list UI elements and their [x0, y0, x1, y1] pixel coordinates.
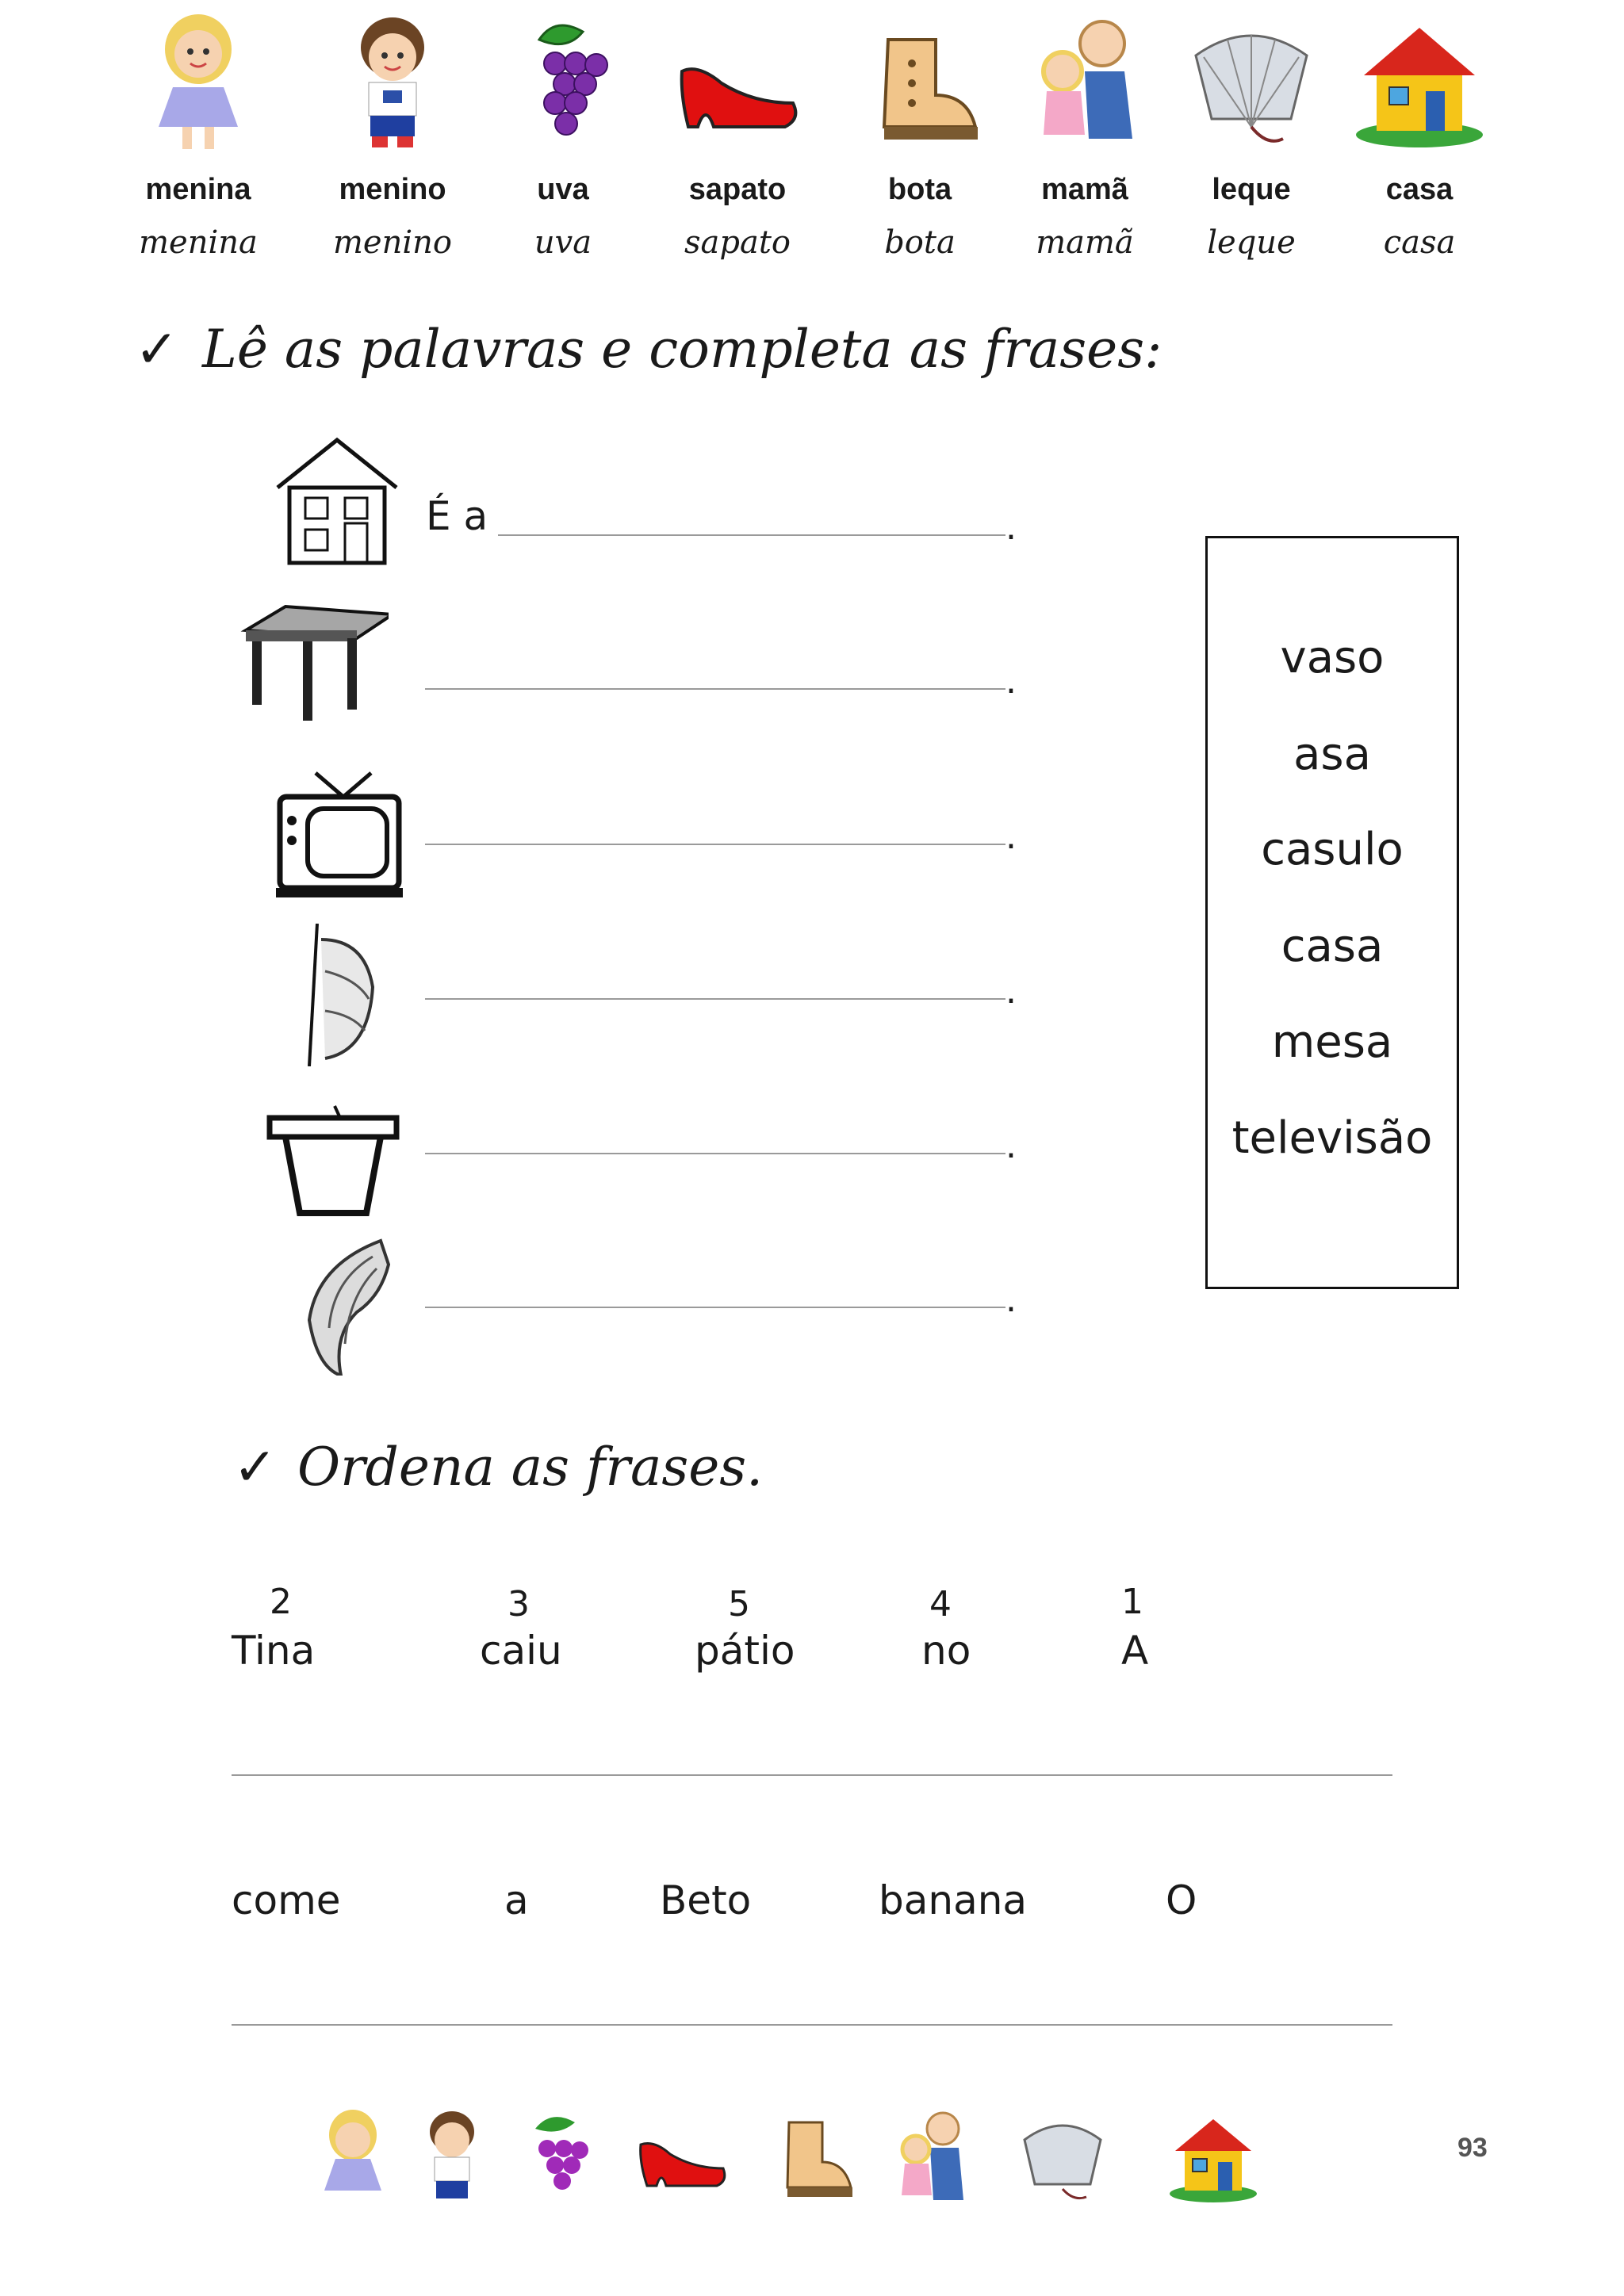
answer-line-sentence-2[interactable] — [232, 2024, 1392, 2026]
word-bank-item: mesa — [1271, 1016, 1393, 1068]
answer-line-5[interactable] — [425, 1153, 1005, 1154]
vocab-item-mama — [998, 0, 1172, 261]
grapes-icon — [492, 8, 634, 159]
house-icon — [1348, 8, 1491, 159]
boot-icon — [765, 2105, 860, 2208]
vocab-item-leque — [1164, 0, 1339, 261]
answer-line-3[interactable] — [425, 844, 1005, 845]
cocoon-icon — [285, 924, 436, 1066]
exercise-1-instruction: Lê as palavras e completa as frases: — [202, 319, 1162, 380]
answer-line-4[interactable] — [425, 998, 1005, 1000]
scrambled-word: pátio — [695, 1628, 795, 1674]
period-3: . — [1005, 817, 1017, 857]
mother-icon — [1013, 8, 1156, 159]
television-icon — [268, 765, 419, 908]
scrambled-word: Tina — [232, 1628, 316, 1674]
table-icon — [238, 599, 389, 741]
word-bank-item: vaso — [1280, 632, 1385, 683]
girl-icon — [127, 8, 270, 159]
scrambled-word: a — [504, 1877, 529, 1923]
vocab-item-sapato — [650, 0, 825, 261]
checkmark-icon: ✓ — [233, 1437, 278, 1498]
period-5: . — [1005, 1126, 1017, 1166]
vocab-item-menino — [305, 0, 480, 261]
boy-icon — [404, 2105, 500, 2208]
vocab-cursive: leque — [1207, 224, 1296, 261]
fan-icon — [1015, 2105, 1110, 2208]
scrambled-word: no — [921, 1628, 971, 1674]
vocab-item-menina — [111, 0, 285, 261]
vocab-cursive: uva — [534, 224, 592, 261]
exercise-2-instruction: Ordena as frases. — [297, 1437, 764, 1498]
vocab-cursive: menino — [333, 224, 452, 261]
vocab-label: sapato — [688, 173, 787, 206]
girl-icon — [305, 2105, 400, 2208]
scrambled-word: come — [232, 1877, 341, 1923]
checkmark-icon: ✓ — [135, 319, 179, 380]
word-bank — [1205, 536, 1459, 1289]
page-number: 93 — [1457, 2133, 1488, 2163]
vocab-cursive: mamã — [1036, 224, 1134, 261]
scrambled-word: banana — [879, 1877, 1028, 1923]
vocab-label: bota — [887, 173, 952, 206]
shoe-icon — [634, 2105, 730, 2208]
scrambled-word: caiu — [480, 1628, 562, 1674]
house-outline-icon — [262, 428, 412, 571]
period-6: . — [1005, 1280, 1017, 1320]
flowerpot-icon — [262, 1102, 412, 1245]
vocab-label: mamã — [1041, 173, 1128, 206]
vocab-label: menina — [145, 173, 251, 206]
vocab-label: uva — [537, 173, 589, 206]
scrambled-word: A — [1121, 1628, 1149, 1674]
vocab-cursive: casa — [1383, 224, 1456, 261]
wing-icon — [285, 1233, 436, 1376]
word-bank-item: casulo — [1261, 824, 1404, 875]
period-2: . — [1005, 661, 1017, 702]
shoe-icon — [666, 8, 809, 159]
word-bank-item: asa — [1293, 729, 1371, 780]
mother-icon — [884, 2105, 979, 2208]
vocab-cursive: bota — [884, 224, 956, 261]
order-number: 3 — [508, 1584, 530, 1624]
order-number: 1 — [1121, 1582, 1143, 1622]
scrambled-word: O — [1166, 1877, 1197, 1923]
boot-icon — [848, 8, 991, 159]
fan-icon — [1180, 8, 1323, 159]
order-number: 2 — [270, 1582, 292, 1622]
vocab-cursive: sapato — [684, 224, 791, 261]
vocab-label: leque — [1212, 173, 1291, 206]
vocab-cursive: menina — [139, 224, 258, 261]
house-icon — [1166, 2105, 1261, 2208]
answer-line-6[interactable] — [425, 1307, 1005, 1308]
period-1: . — [1005, 507, 1017, 548]
word-bank-item: casa — [1281, 920, 1384, 972]
first-sentence-prefix: É a — [426, 493, 488, 539]
scrambled-word: Beto — [660, 1877, 752, 1923]
order-number: 5 — [728, 1584, 750, 1624]
period-4: . — [1005, 971, 1017, 1012]
answer-line-2[interactable] — [425, 688, 1005, 690]
vocab-item-casa — [1332, 0, 1507, 261]
vocab-label: menino — [339, 173, 446, 206]
vocab-item-uva — [476, 0, 650, 261]
answer-line-1[interactable] — [498, 534, 1005, 536]
grapes-icon — [511, 2105, 607, 2208]
answer-line-sentence-1[interactable] — [232, 1774, 1392, 1776]
boy-icon — [321, 8, 464, 159]
word-bank-item: televisão — [1231, 1112, 1433, 1164]
vocab-label: casa — [1385, 173, 1454, 206]
vocab-item-bota — [833, 0, 1007, 261]
order-number: 4 — [929, 1584, 952, 1624]
